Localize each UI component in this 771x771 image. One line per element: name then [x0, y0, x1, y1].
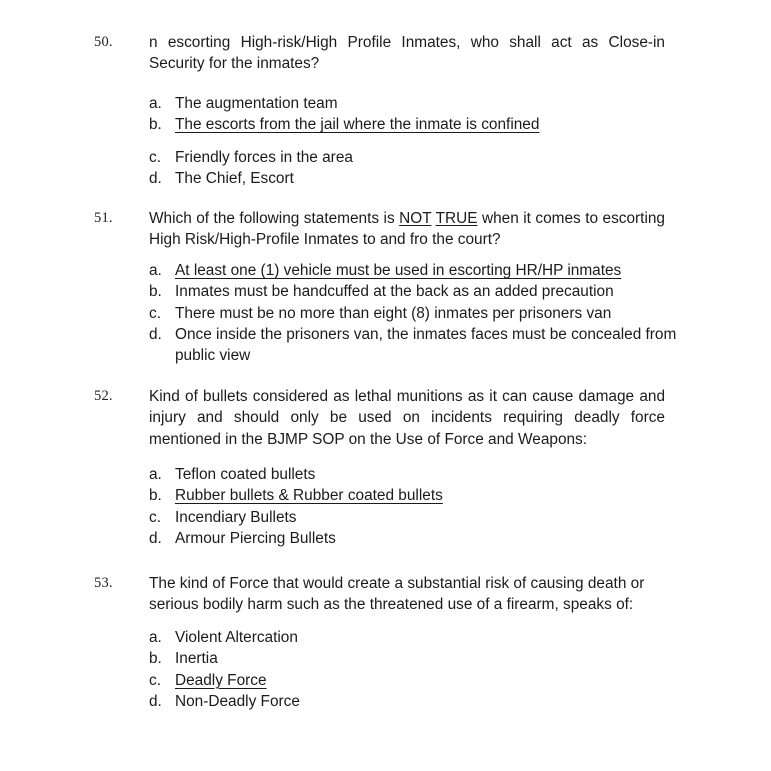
question-number: 53.: [94, 575, 113, 591]
option-letter: c.: [149, 304, 161, 322]
option-text: Deadly Force: [175, 671, 267, 689]
question-stem: [149, 386, 665, 450]
option-text: At least one (1) vehicle must be used in escorting HR/HP inmates: [175, 262, 622, 279]
question-number: 52.: [94, 388, 113, 404]
option-row-selected-answer[interactable]: [149, 670, 689, 691]
option-text: Friendly forces in the area: [175, 148, 353, 166]
option-letter: c.: [149, 148, 161, 166]
option-row[interactable]: [149, 691, 689, 712]
option-row-selected-answer[interactable]: [149, 485, 689, 506]
option-text: Rubber bullets & Rubber coated bullets: [175, 487, 443, 505]
question-stem: [149, 208, 665, 251]
option-list: [149, 627, 689, 712]
option-letter: a.: [149, 466, 162, 483]
question-stem: [149, 32, 665, 75]
stem-emphasis: NOT: [399, 210, 432, 227]
option-text: The Chief, Escort: [175, 169, 294, 187]
option-row[interactable]: [149, 464, 689, 485]
option-row-selected-answer[interactable]: [149, 260, 689, 281]
stem-text: when it comes to escorting High Risk/High-Profile Inmates to and fro the court?: [149, 210, 665, 249]
option-letter: b.: [149, 487, 162, 505]
option-letter: c.: [149, 508, 161, 526]
option-row-selected-answer[interactable]: [149, 114, 689, 135]
option-text: Once inside the prisoners van, the inmates faces must be concealed from public view: [175, 325, 677, 365]
option-letter: d.: [149, 529, 162, 547]
option-list: [149, 260, 689, 366]
option-text: Non-Deadly Force: [175, 692, 300, 710]
option-row[interactable]: [149, 303, 689, 324]
option-list: [149, 464, 689, 549]
stem-emphasis: TRUE: [435, 210, 478, 227]
option-row[interactable]: [149, 324, 691, 367]
option-letter: d.: [149, 169, 162, 187]
option-letter: a.: [149, 95, 162, 112]
question-number: 50.: [94, 34, 113, 50]
option-text: Incendiary Bullets: [175, 508, 297, 526]
option-row[interactable]: [149, 168, 689, 189]
option-text: Violent Altercation: [175, 629, 298, 646]
option-list: [149, 93, 689, 189]
option-text: The augmentation team: [175, 95, 338, 112]
stem-text: Kind of bullets considered as lethal munitions as it can cause damage and injury and should only be used on incidents requiring deadly force mentioned in the BJMP SOP on the Use of Force and Weapons:: [149, 388, 665, 448]
stem-text: The kind of Force that would create a substantial risk of causing death or serious bodily harm such as the threatened use of a firearm, speaks of:: [149, 575, 645, 614]
option-row[interactable]: [149, 147, 689, 168]
option-text: There must be no more than eight (8) inmates per prisoners van: [175, 304, 612, 322]
option-letter: d.: [149, 692, 162, 710]
option-text: Armour Piercing Bullets: [175, 529, 336, 547]
option-row[interactable]: [149, 507, 689, 528]
option-letter: b.: [149, 116, 162, 134]
option-row[interactable]: [149, 648, 689, 669]
option-row[interactable]: [149, 528, 689, 549]
option-letter: c.: [149, 671, 161, 689]
option-text: Inertia: [175, 650, 218, 668]
option-letter: a.: [149, 262, 162, 279]
option-letter: d.: [149, 325, 162, 343]
option-letter: b.: [149, 650, 162, 668]
stem-text: n escorting High-risk/High Profile Inmates, who shall act as Close-in Security for the inmates?: [149, 34, 665, 73]
stem-text: Which of the following statements is: [149, 210, 400, 227]
option-row[interactable]: [149, 93, 689, 114]
option-text: Inmates must be handcuffed at the back as an added precaution: [175, 283, 614, 301]
option-letter: b.: [149, 283, 162, 301]
option-row[interactable]: [149, 281, 689, 302]
question-stem: [149, 573, 665, 616]
question-number: 51.: [94, 210, 113, 226]
option-row[interactable]: [149, 627, 689, 648]
option-letter: a.: [149, 629, 162, 646]
option-text: Teflon coated bullets: [175, 466, 316, 483]
option-text: The escorts from the jail where the inmate is confined: [175, 116, 540, 134]
